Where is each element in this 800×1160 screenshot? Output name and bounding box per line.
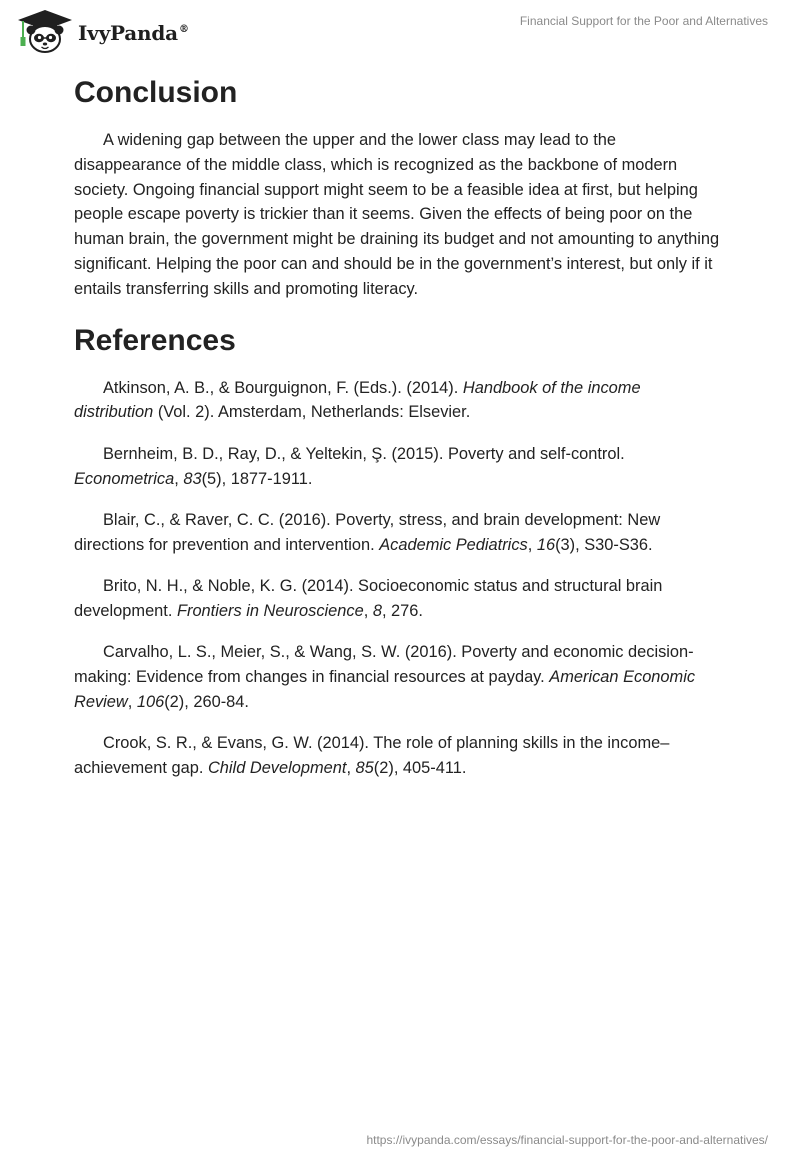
reference-sep: , — [174, 469, 184, 488]
reference-sep: , — [363, 601, 373, 620]
reference-authors: Brito, N. H., & Noble, K. G. (2014). Socioeconomic status and structural brain development. — [74, 577, 663, 620]
reference-volume: 83 — [183, 469, 202, 488]
reference-pages: (3), S30-S36. — [555, 535, 653, 554]
conclusion-heading: Conclusion — [74, 76, 238, 109]
reference-item — [74, 442, 724, 492]
reference-pages: (2), 260-84. — [164, 692, 249, 711]
reference-journal: Frontiers in Neuroscience — [176, 601, 364, 620]
reference-item — [74, 508, 724, 558]
reference-journal: Econometrica — [74, 469, 175, 488]
logo-text — [78, 21, 189, 45]
reference-authors: Crook, S. R., & Evans, G. W. (2014). The role of planning skills in the income–achievement gap. — [74, 734, 670, 778]
panda-graduate-icon — [14, 8, 76, 54]
reference-volume: 8 — [372, 601, 382, 620]
reference-details: (Vol. 2). Amsterdam, Netherlands: Elsevier. — [153, 403, 471, 422]
reference-sep: , — [346, 759, 356, 778]
ivypanda-logo[interactable] — [14, 8, 189, 54]
reference-authors: Atkinson, A. B., & Bourguignon, F. (Eds.). (2014). — [103, 378, 463, 397]
reference-volume: 16 — [536, 535, 556, 554]
reference-item — [74, 731, 724, 781]
reference-sep: , — [527, 535, 537, 554]
reference-authors: Blair, C., & Raver, C. C. (2016). Poverty, stress, and brain development: New directions for prevention and intervention. — [74, 510, 661, 554]
reference-item — [74, 640, 724, 714]
reference-sep: , — [127, 692, 137, 711]
logo-wordmark: IvyPanda — [78, 21, 178, 45]
reference-volume: 85 — [355, 759, 374, 778]
reference-list — [74, 376, 724, 781]
page-header — [0, 0, 800, 60]
essay-content — [74, 70, 724, 781]
source-url-link[interactable]: https://ivypanda.com/essays/financial-support-for-the-poor-and-alternatives/ — [366, 1133, 768, 1147]
reference-source-title: Handbook of the income distribution — [74, 378, 641, 422]
running-title: Financial Support for the Poor and Alternatives — [519, 14, 768, 28]
reference-journal: American Economic Review — [74, 668, 696, 711]
reference-pages: , 276. — [381, 601, 423, 620]
reference-item — [74, 574, 724, 624]
reference-authors: Bernheim, B. D., Ray, D., & Yeltekin, Ş. (2015). Poverty and self-control. — [103, 444, 625, 463]
reference-volume: 106 — [136, 692, 165, 711]
reference-pages: (5), 1877-1911. — [201, 469, 313, 488]
conclusion-paragraph: A widening gap between the upper and the lower class may lead to the disappearance of the middle class, which is recognized as the backbone of modern society. Ongoing financial support might seem to be a feasible idea at first, but helping people escape poverty is trickier than it seems. Given the effects of being poor on the human brain, the government might be draining its budget and not amounting to anything significant. Helping the poor can and should be in the government’s interest, but only if it entails transferring skills and promoting literacy. — [74, 131, 720, 298]
reference-journal: Child Development — [207, 759, 347, 778]
reference-item — [74, 376, 724, 426]
registered-mark: ® — [178, 24, 189, 36]
reference-journal: Academic Pediatrics — [379, 535, 528, 554]
reference-authors: Carvalho, L. S., Meier, S., & Wang, S. W. (2016). Poverty and economic decision-making: Evidence from changes in financial resources at payday. — [74, 643, 694, 687]
references-heading: References — [74, 323, 236, 357]
reference-pages: (2), 405-411. — [373, 759, 467, 778]
